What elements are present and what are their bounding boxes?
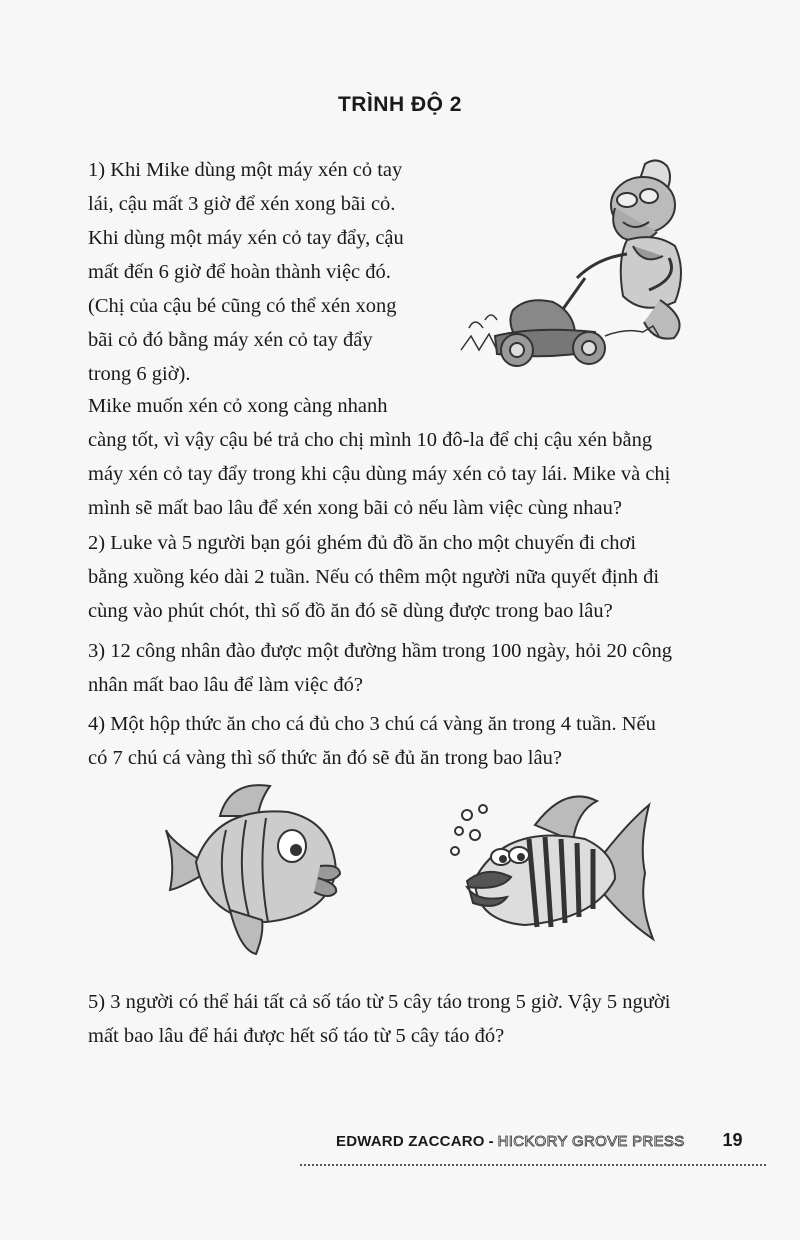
problem-2-text bbox=[88, 526, 748, 628]
problem-3-line: nhân mất bao lâu để làm việc đó? bbox=[88, 674, 363, 696]
problem-5-line: 5) 3 người có thể hái tất cả số táo từ 5 cây táo trong 5 giờ. Vậy 5 người bbox=[88, 991, 671, 1013]
problem-1-text bbox=[88, 153, 404, 391]
problem-1-cont-line: máy xén cỏ tay đẩy trong khi cậu dùng máy xén cỏ tay lái. Mike và chị bbox=[88, 463, 671, 485]
mike-mowing-illustration bbox=[455, 150, 705, 380]
problem-1-line: trong 6 giờ). bbox=[88, 363, 191, 385]
striped-fish-illustration bbox=[445, 795, 660, 945]
footer-separator: - bbox=[488, 1133, 494, 1150]
problem-3-line: 3) 12 công nhân đào được một đường hầm trong 100 ngày, hỏi 20 công bbox=[88, 640, 673, 662]
problem-1-line: 1) Khi Mike dùng một máy xén cỏ tay bbox=[88, 159, 403, 181]
problem-2-line: cùng vào phút chót, thì số đồ ăn đó sẽ dùng được trong bao lâu? bbox=[88, 600, 613, 622]
problem-1-cont-line: Mike muốn xén cỏ xong càng nhanh bbox=[88, 395, 388, 417]
goldfish-illustration bbox=[160, 780, 350, 960]
problem-2-line: 2) Luke và 5 người bạn gói ghém đủ đồ ăn cho một chuyến đi chơi bbox=[88, 532, 637, 554]
problem-1-line: mất đến 6 giờ để hoàn thành việc đó. bbox=[88, 261, 391, 283]
problem-1-line: lái, cậu mất 3 giờ để xén xong bãi cỏ. bbox=[88, 193, 396, 215]
page-number: 19 bbox=[722, 1130, 743, 1150]
footer-publisher: HICKORY GROVE PRESS bbox=[497, 1133, 685, 1150]
problem-1-line: (Chị của cậu bé cũng có thể xén xong bbox=[88, 295, 397, 317]
problem-1-continuation bbox=[88, 389, 748, 525]
problem-5-text bbox=[88, 985, 758, 1053]
footer-author: EDWARD ZACCARO bbox=[336, 1133, 485, 1150]
problem-3-text bbox=[88, 634, 748, 702]
footer-divider bbox=[300, 1164, 766, 1166]
problem-4-text bbox=[88, 707, 748, 775]
problem-2-line: bằng xuồng kéo dài 2 tuần. Nếu có thêm một người nữa quyết định đi bbox=[88, 566, 660, 588]
problem-1-line: bãi cỏ đó bằng máy xén cỏ tay đẩy bbox=[88, 329, 373, 351]
problem-4-line: 4) Một hộp thức ăn cho cá đủ cho 3 chú cá vàng ăn trong 4 tuần. Nếu bbox=[88, 713, 656, 735]
problem-1-cont-line: mình sẽ mất bao lâu để xén xong bãi cỏ nếu làm việc cùng nhau? bbox=[88, 497, 622, 519]
problem-4-line: có 7 chú cá vàng thì số thức ăn đó sẽ đủ ăn trong bao lâu? bbox=[88, 747, 562, 769]
page-footer bbox=[336, 1130, 743, 1151]
page-title: TRÌNH ĐỘ 2 bbox=[337, 93, 462, 116]
problem-5-line: mất bao lâu để hái được hết số táo từ 5 cây táo đó? bbox=[88, 1025, 505, 1047]
problem-1-line: Khi dùng một máy xén cỏ tay đẩy, cậu bbox=[88, 227, 404, 249]
problem-1-cont-line: càng tốt, vì vậy cậu bé trả cho chị mình 10 đô-la để chị cậu xén bằng bbox=[88, 429, 653, 451]
